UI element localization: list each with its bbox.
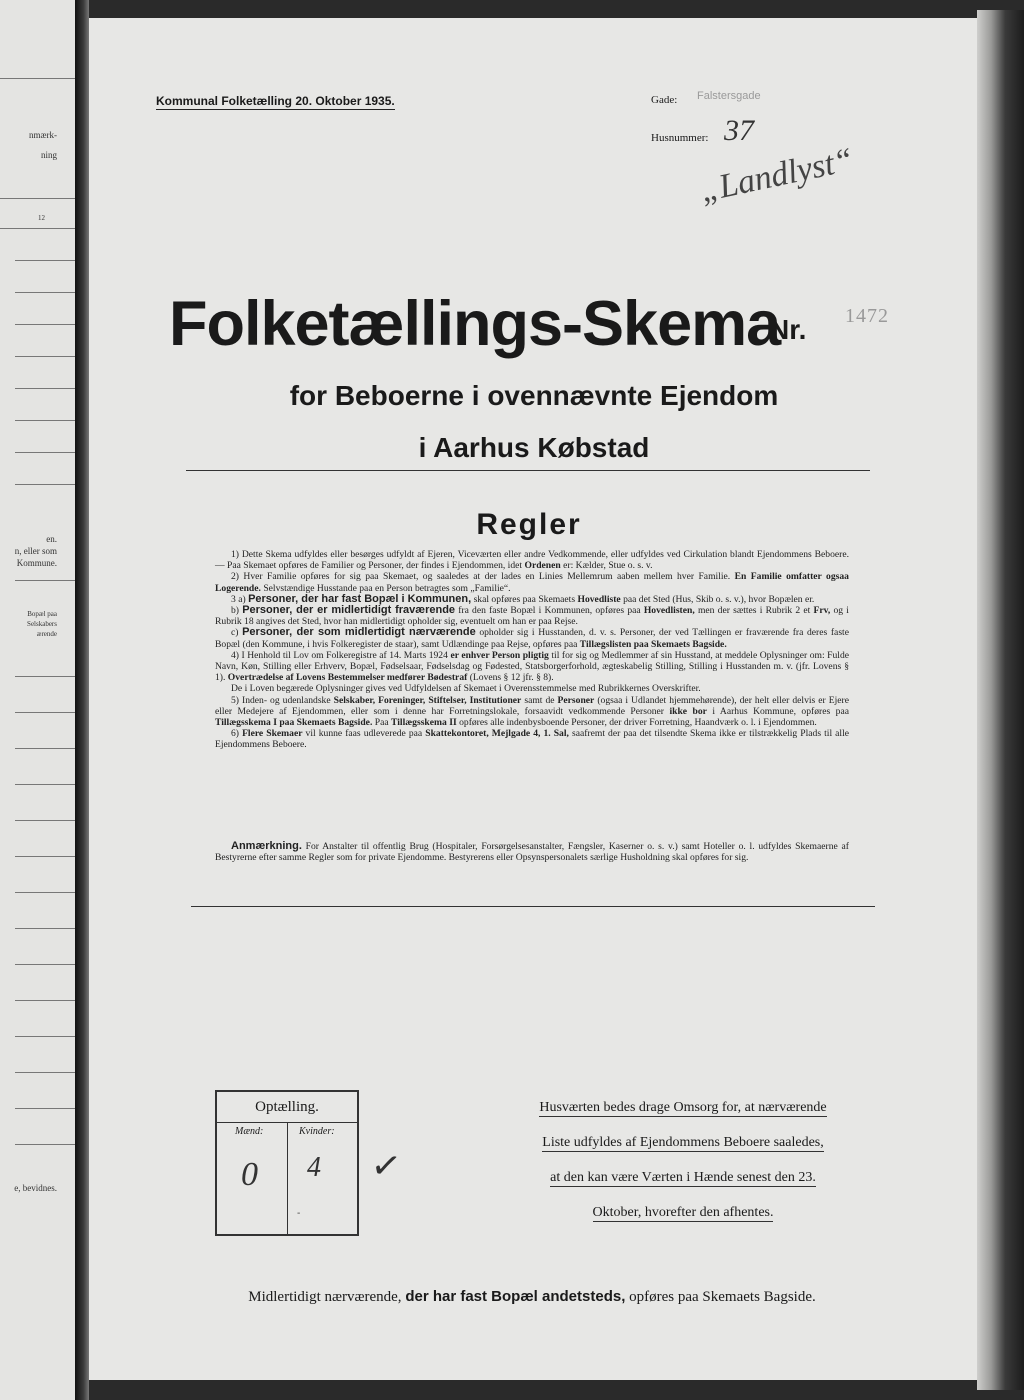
- footer-note: Midlertidigt nærværende, der har fast Bopæl andetsteds, opføres paa Skemaets Bagside.: [248, 1288, 816, 1305]
- men-label: Mænd:: [235, 1126, 264, 1137]
- street-label: Gade:: [651, 94, 678, 106]
- left-fragment: e, bevidnes.: [14, 1183, 57, 1193]
- notice-line: Oktober, hvorefter den afhentes.: [592, 1205, 774, 1220]
- house-number-label: Husnummer:: [651, 132, 709, 144]
- rule-2: 2) Hver Familie opføres for sig paa Skemaet, og saaledes at der lades en Linies Mellemrum aaben mellem hver Familie. En Familie omfatter ogsaa Logerende. Selvstændige Husstande paa en Person betragtes som „Familie“.: [215, 571, 849, 594]
- book-edge: [977, 10, 1024, 1390]
- schema-number: 1472: [845, 305, 889, 327]
- census-form-page: [89, 18, 977, 1380]
- left-fragment: 12: [38, 214, 45, 222]
- count-title: Optælling.: [255, 1099, 319, 1115]
- remark-label: Anmærkning.: [231, 840, 302, 852]
- notice-line: Liste udfyldes af Ejendommens Beboere saaledes,: [542, 1135, 824, 1150]
- street-value: Falstersgade: [697, 90, 761, 102]
- women-dash: -: [297, 1208, 301, 1219]
- remark-paragraph: [215, 841, 849, 863]
- rule-3c: c) Personer, der som midlertidigt nærværende opholder sig i Husstanden, d. v. s. Personer, der ved Tællingen er fraværende fra deres faste Bopæl (den Kommune, i hvis Folkeregister de staar), samt Udlændinge paa Rejse, opføres paa Tillægslisten paa Skemaets Bagside.: [215, 626, 849, 650]
- women-count: 4: [307, 1152, 321, 1183]
- count-box: [215, 1090, 359, 1236]
- nr-label: Nr.: [769, 314, 807, 345]
- form-title: Folketællings-Skema: [169, 289, 781, 359]
- left-fragment: Bopæl paa: [27, 610, 57, 618]
- form-subtitle-1: for Beboerne i ovennævnte Ejendom: [289, 380, 779, 411]
- left-fragment: ning: [40, 150, 57, 160]
- left-fragment: n, eller som: [14, 546, 57, 556]
- rule-4: 4) I Henhold til Lov om Folkeregistre af 14. Marts 1924 er enhver Person pligtig til for sig og Medlemmer af sin Husstand, at meddele Oplysninger om: Fulde Navn, Køn, Stilling eller Erhverv, Bopæl, Fødselsaar, Fødselsdag og Fødested, Statsborgerforhold, ægteskabelig Stilling, Stilling i Husstanden m. v. (jfr. Lovens § 1). Overtrædelse af Lovens Bestemmelser medfører Bødestraf (Lovens § 12 jfr. § 8).: [215, 649, 850, 684]
- notice-line: at den kan være Værten i Hænde senest den 23.: [550, 1170, 816, 1185]
- census-title: Kommunal Folketælling 20. Oktober 1935.: [156, 94, 395, 108]
- rule-6: 6) Flere Skemaer vil kunne faas udleverede paa Skattekontoret, Mejlgade 4, 1. Sal, saafremt der paa det tilsendte Skema ikke er tilstrækkelig Plads til alle Ejendommens Beboere.: [215, 728, 850, 751]
- men-count: 0: [241, 1156, 258, 1193]
- divider: [191, 906, 875, 907]
- left-fragment: ærende: [36, 630, 57, 638]
- left-fragment: en.: [46, 534, 57, 544]
- form-subtitle-2: i Aarhus Købstad: [418, 432, 650, 463]
- rule-3a: 3 a) Personer, der har fast Bopæl i Kommunen, skal opføres paa Skemaets Hovedliste paa det Sted (Hus, Skib o. s. v.), hvor Bopælen er.: [231, 592, 815, 605]
- house-number-value: 37: [724, 114, 754, 147]
- house-name-handwritten: „Landlyst“: [697, 141, 857, 210]
- divider: [186, 470, 870, 471]
- left-fragment: Kommune.: [16, 558, 57, 568]
- rule-5: 5) Inden- og udenlandske Selskaber, Foreninger, Stiftelser, Institutioner samt de Personer (ogsaa i Udlandet hjemmehørende), der helt eller delvis er Ejere eller Medejere af Ejendommen, eller som i denne har Forretningslokale, forsaavidt vedkommende Personer ikke bor i Aarhus Kommune, opføres paa Tillægsskema I paa Skemaets Bagside. Paa Tillægsskema II opføres alle indenbysboende Personer, der driver Forretning, Haandværk o. l. i Ejendommen.: [215, 694, 849, 729]
- left-fragment: nmærk-: [29, 130, 57, 140]
- check-icon: ✓: [368, 1143, 404, 1188]
- rules-text: [215, 549, 849, 751]
- women-label: Kvinder:: [299, 1126, 335, 1137]
- book-gutter: [75, 0, 89, 1400]
- left-fragment: Selskabers: [27, 620, 57, 628]
- rule-3b: b) Personer, der er midlertidigt fraværende fra den faste Bopæl i Kommunen, opføres paa Hovedlisten, men der sættes i Rubrik 2 et Frv, og i Rubrik 18 angives det Sted, hvor han midlertidigt opholder sig, eventuelt om han er paa Rejse.: [215, 604, 849, 628]
- landlord-notice: [503, 1090, 863, 1230]
- rule-4b: De i Loven begærede Oplysninger gives ved Udfyldelsen af Skemaet i Overensstemmelse med Rubrikkernes Overskrifter.: [231, 683, 701, 695]
- rule-1: 1) Dette Skema udfyldes eller besørges udfyldt af Ejeren, Viceværten eller andre Vedkommende, eller udfyldes ved Cirkulation blandt Ejendommens Beboere. — Paa Skemaet opføres de Familier og Personer, der findes i Ejendommen, idet Ordenen er: Kælder, Stue o. s. v.: [215, 549, 849, 572]
- left-page-fragment: [0, 0, 75, 1400]
- remark-text: For Anstalter til offentlig Brug (Hospitaler, Forsørgelsesanstalter, Fængsler, Kaserner o. s. v.) samt Hoteller o. l. udfyldes Skemaerne af Bestyrerne efter samme Regler som for private Ejendomme. Bestyrerens eller Opsynspersonalets særlige Husholdning skal opføres for sig.: [215, 841, 849, 864]
- notice-line: Husværten bedes drage Omsorg for, at nærværende: [539, 1100, 827, 1115]
- rules-heading: Regler: [476, 508, 582, 541]
